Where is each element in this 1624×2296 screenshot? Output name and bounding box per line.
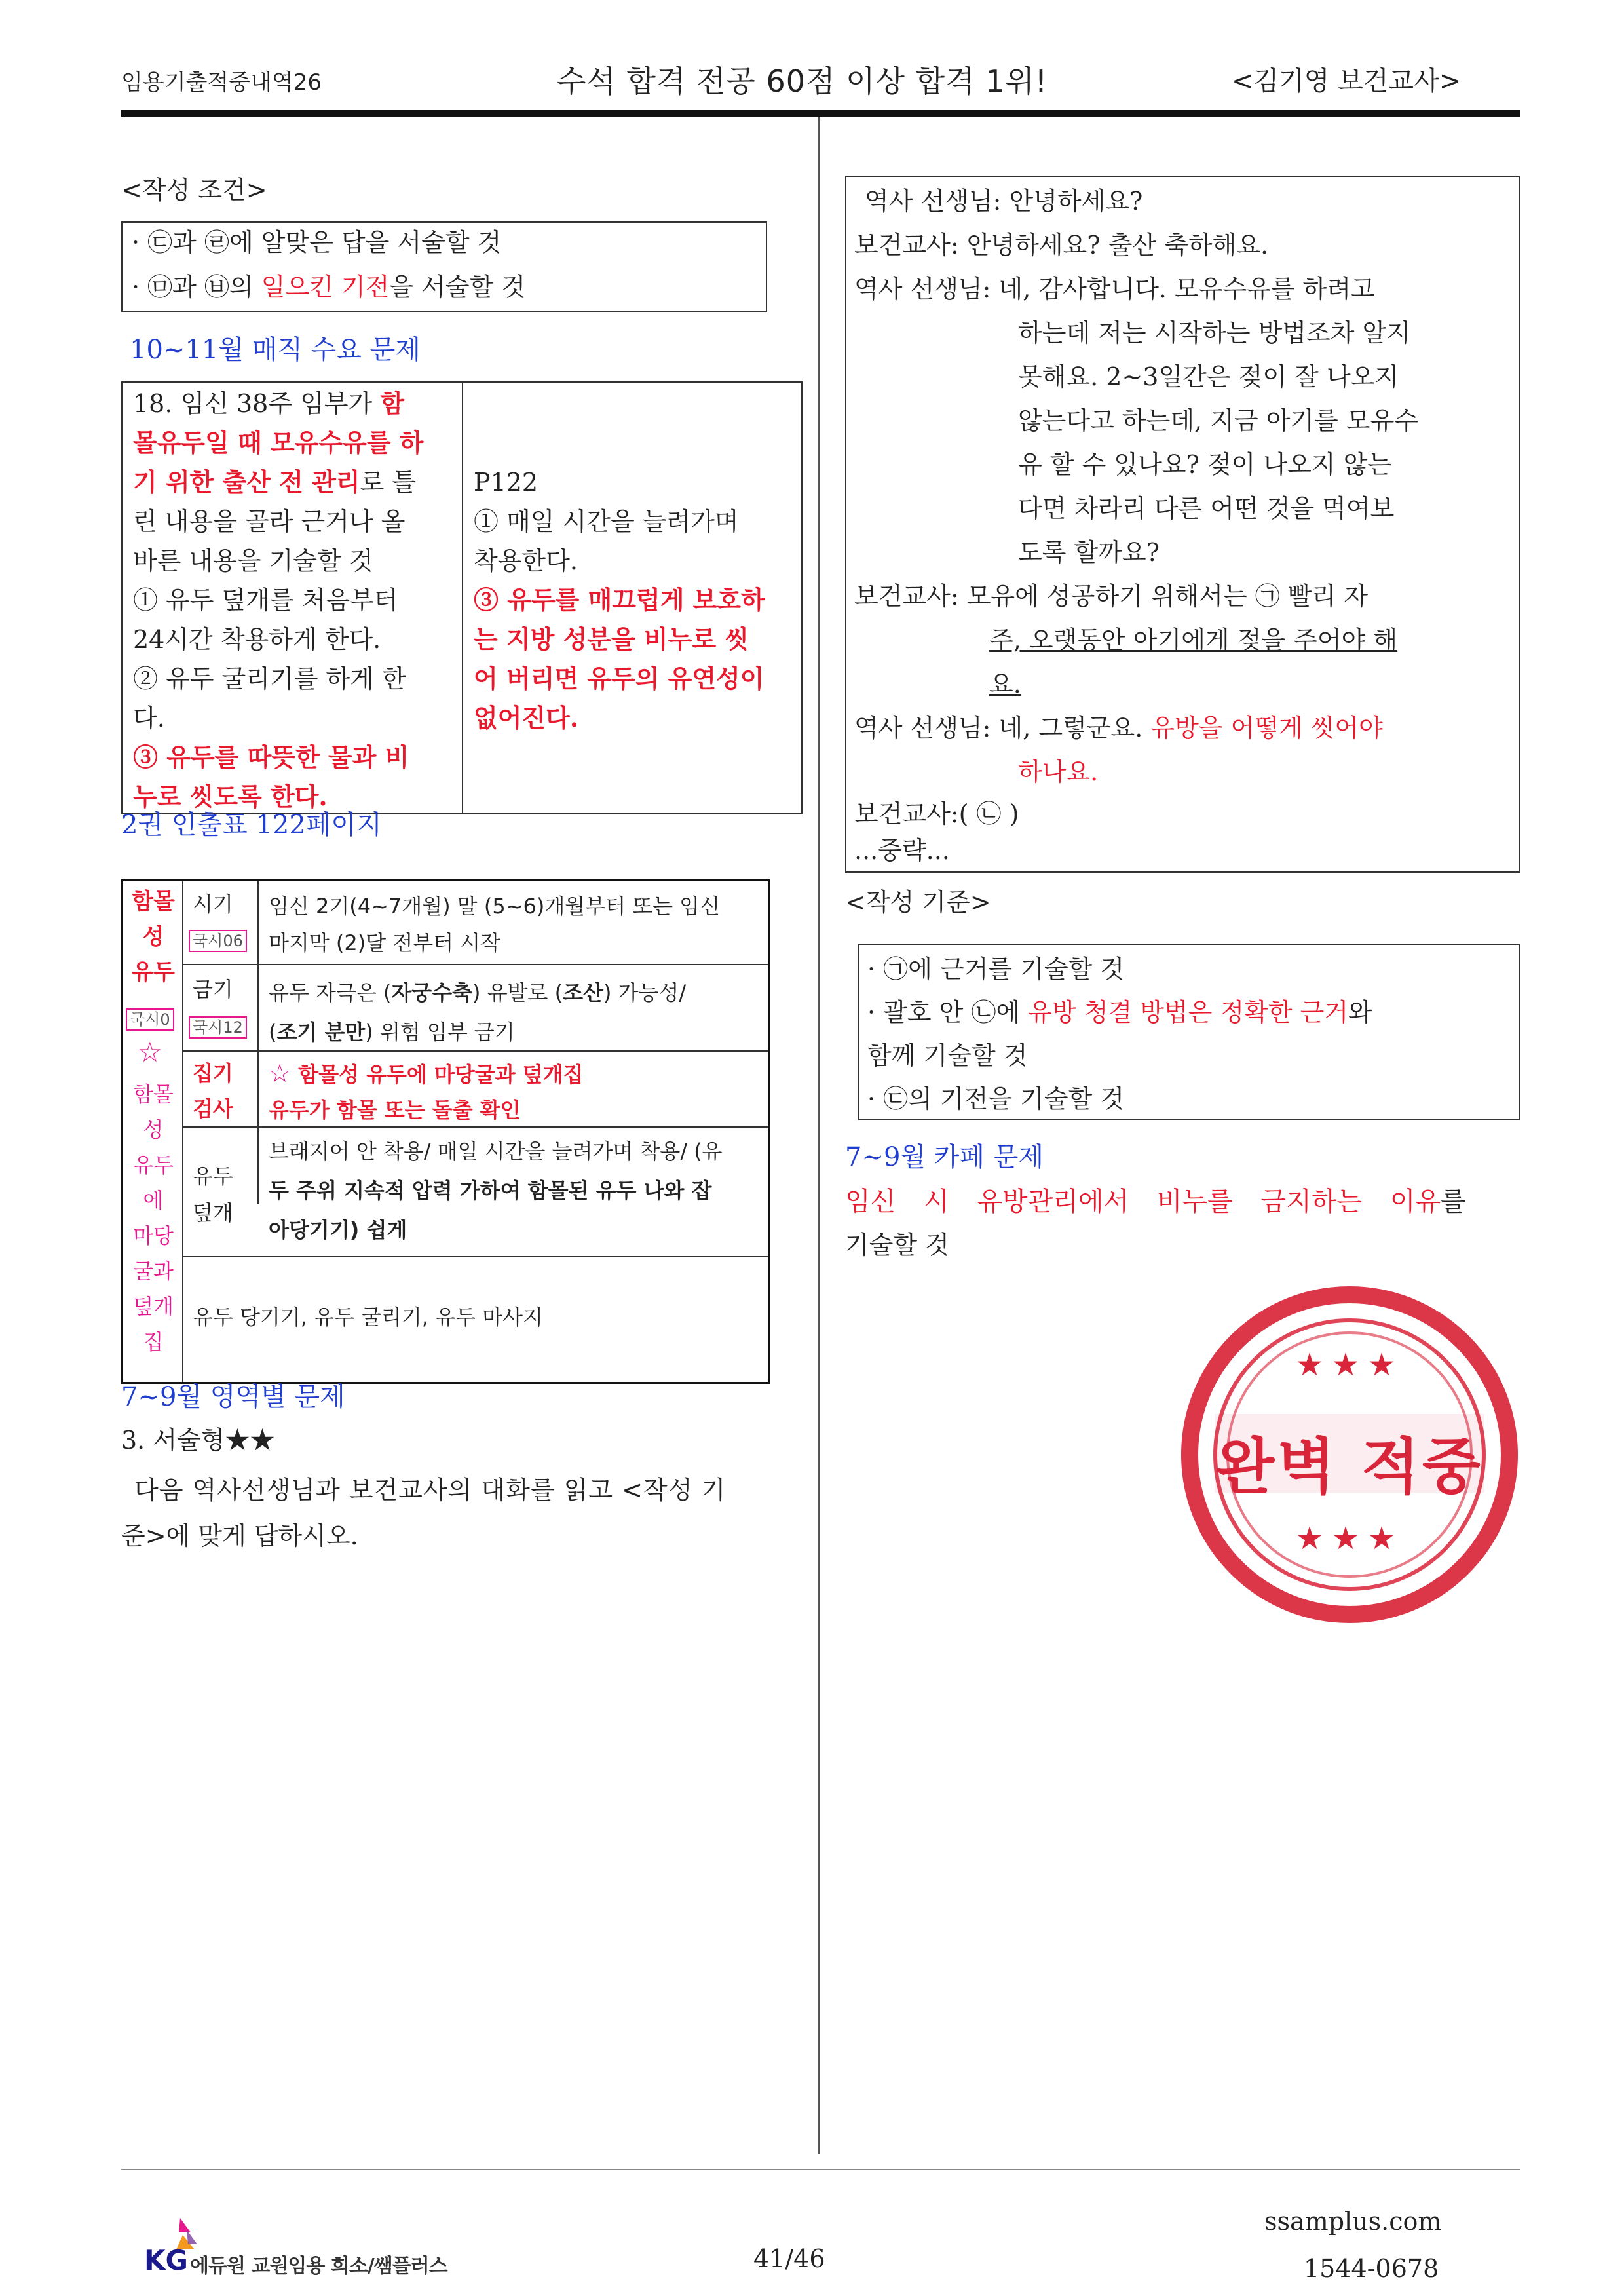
- side-tag: 국시0: [126, 1006, 174, 1031]
- exam-star-icon: ☆: [269, 1059, 292, 1088]
- q18-line-4: 린 내용을 골라 근거나 올: [133, 507, 406, 536]
- dialogue-7: ...중략...: [854, 836, 950, 865]
- q18-answer-1: ① 매일 시간을 늘려가며: [474, 507, 739, 536]
- dialogue-3b: 하는데 저는 시작하는 방법조차 알지: [1018, 318, 1410, 347]
- side-label-bottom: 함몰 성 유두 에 마당 굴과 덮개 집: [133, 1082, 174, 1354]
- side-star-icon: ☆: [138, 1036, 162, 1068]
- section-title-magic: 10~11월 매직 수요 문제: [130, 335, 421, 365]
- q18-answer-3: ③ 유두를 매끄럽게 보호하: [474, 585, 765, 615]
- q18-line-3: 기 위한 출산 전 관리로 틀: [133, 467, 417, 497]
- q18-answer-4: 는 지방 성분을 비누로 씻: [474, 624, 749, 654]
- row-exam-label: 집기 검사: [193, 1061, 233, 1121]
- condition-2: · ㉤과 ㉥의 일으킨 기전을 서술할 것: [132, 273, 526, 301]
- row-timing-text: 임신 2기(4~7개월) 말 (5~6)개월부터 또는 임신 마지막 (2)달 전부터 시작: [269, 894, 720, 955]
- row-shield-text: 브래지어 안 착용/ 매일 시간을 늘려가며 착용/ (유 두 주위 지속적 압력 가하여 함몰된 유두 나와 잡 아당기기) 쉽게: [269, 1139, 723, 1242]
- question-18-table: [121, 381, 803, 814]
- criteria-title: <작성 기준>: [845, 888, 991, 917]
- condition-1: · ㉢과 ㉣에 알맞은 답을 서술할 것: [132, 228, 502, 257]
- q18-line-5: 바른 내용을 기술할 것: [133, 546, 373, 575]
- dialogue-3d: 않는다고 하는데, 지금 아기를 모유수: [1018, 406, 1419, 435]
- footer-site[interactable]: ssamplus.com: [1264, 2207, 1442, 2236]
- header-title: 수석 합격 전공 60점 이상 합격 1위!: [557, 64, 1048, 99]
- q3-line-1: 다음 역사선생님과 보건교사의 대화를 읽고 <작성 기: [134, 1476, 727, 1504]
- criterion-2b: 함께 기술할 것: [867, 1041, 1028, 1070]
- conditions-box: [121, 221, 767, 312]
- row-contra-text: 유두 자극은 (자궁수축) 유발로 (조산) 가능성/ (조기 분만) 위험 임부 금기: [269, 980, 687, 1044]
- q18-line-1: 18. 임신 38주 임부가 함: [133, 389, 405, 418]
- q18-line-7: 24시간 착용하게 한다.: [133, 625, 381, 654]
- dialogue-6: 보건교사:( ㉡ ): [854, 799, 1019, 828]
- q18-line-9: 다.: [133, 704, 165, 733]
- q3-title: 3. 서술형★★: [121, 1426, 275, 1455]
- header-rule: [121, 110, 1520, 117]
- footer-rule: [121, 2169, 1520, 2170]
- cafe-question-line-1: 임신 시 유방관리에서 비누를 금지하는 이유를: [845, 1187, 1466, 1217]
- stamp-stars-top: ★★★: [1295, 1347, 1404, 1383]
- side-label-top: 함몰 성 유두: [132, 889, 175, 985]
- footer-logo[interactable]: [144, 2218, 485, 2277]
- q18-line-8: ② 유두 굴리기를 하게 한: [133, 664, 406, 693]
- header-right: <김기영 보건교사>: [1232, 66, 1462, 96]
- section-title-cafe: 7~9월 카페 문제: [845, 1142, 1044, 1172]
- dialogue-3f: 다면 차라리 다른 어떤 것을 먹여보: [1018, 494, 1395, 523]
- dialogue-5b: 하나요.: [1018, 757, 1099, 786]
- criteria-box: [858, 944, 1520, 1120]
- q18-line-10: ③ 유두를 따뜻한 물과 비: [133, 742, 409, 772]
- logo-text: 에듀원 교원임용 희소/쌤플러스: [190, 2255, 447, 2278]
- q18-answer-page: P122: [474, 468, 538, 497]
- q3-line-2: 준>에 맞게 답하시오.: [121, 1521, 358, 1550]
- dialogue-4b: 주, 오랫동안 아기에게 젖을 주어야 해: [989, 626, 1398, 655]
- stamp-text: 완벽 적중: [1216, 1432, 1483, 1502]
- dialogue-3e: 유 할 수 있나요? 젖이 나오지 않는: [1018, 450, 1392, 479]
- row-exam-text: ☆ 함몰성 유두에 마당굴과 덮개집 유두가 함몰 또는 돌출 확인: [269, 1059, 584, 1122]
- row-timing-label: 시기: [193, 892, 233, 917]
- dialogue-3a: 역사 선생님: 네, 감사합니다. 모유수유를 하려고: [854, 275, 1375, 303]
- q18-line-6: ① 유두 덮개를 처음부터: [133, 586, 398, 615]
- row-timing-tag: 국시06: [189, 927, 247, 952]
- cafe-question-line-2: 기술할 것: [845, 1231, 949, 1259]
- dialogue-4a: 보건교사: 모유에 성공하기 위해서는 ㉠ 빨리 자: [854, 582, 1369, 611]
- row-methods-text: 유두 당기기, 유두 굴리기, 유두 마사지: [193, 1305, 543, 1330]
- dialogue-1: 역사 선생님: 안녕하세요?: [865, 187, 1143, 216]
- header-left: 임용기출적중내역26: [121, 69, 322, 96]
- page-number: 41/46: [753, 2244, 825, 2273]
- q18-answer-2: 착용한다.: [474, 546, 578, 575]
- row-contra-label: 금기: [193, 977, 233, 1002]
- summary-table: [121, 879, 770, 1384]
- row-shield-label: 유두 덮개: [193, 1164, 233, 1225]
- section-title-book: 2권 인출표 122페이지: [121, 810, 382, 840]
- section-title-area: 7~9월 영역별 문제: [121, 1382, 345, 1412]
- q18-line-2: 몰유두일 때 모유수유를 하: [133, 428, 424, 457]
- dialogue-3c: 못해요. 2~3일간은 젖이 잘 나오지: [1018, 362, 1399, 391]
- q18-line-11: 누로 씻도록 한다.: [133, 782, 328, 811]
- stamp-stars-bottom: ★★★: [1295, 1520, 1404, 1557]
- q18-answer-5: 어 버리면 유두의 유연성이: [474, 664, 765, 693]
- criterion-1: · ㉠에 근거를 기술할 것: [867, 955, 1125, 984]
- column-divider: [818, 117, 820, 2154]
- criterion-3: · ㉢의 기전을 기술할 것: [867, 1084, 1125, 1113]
- dialogue-box: [845, 176, 1520, 873]
- dialogue-5a: 역사 선생님: 네, 그렇군요. 유방을 어떻게 씻어야: [854, 714, 1383, 742]
- conditions-title: <작성 조건>: [121, 176, 267, 204]
- footer-phone: 1544-0678: [1304, 2254, 1439, 2283]
- logo-kg: KG: [144, 2244, 189, 2276]
- dialogue-2: 보건교사: 안녕하세요? 출산 축하해요.: [854, 231, 1269, 259]
- q18-answer-6: 없어진다.: [474, 703, 579, 733]
- dialogue-3g: 도록 할까요?: [1018, 538, 1160, 567]
- dialogue-4c: 요.: [989, 670, 1021, 698]
- criterion-2: · 괄호 안 ㉡에 유방 청결 방법은 정확한 근거와: [867, 998, 1372, 1027]
- stamp-seal: [1179, 1284, 1520, 1625]
- row-contra-tag: 국시12: [189, 1014, 247, 1039]
